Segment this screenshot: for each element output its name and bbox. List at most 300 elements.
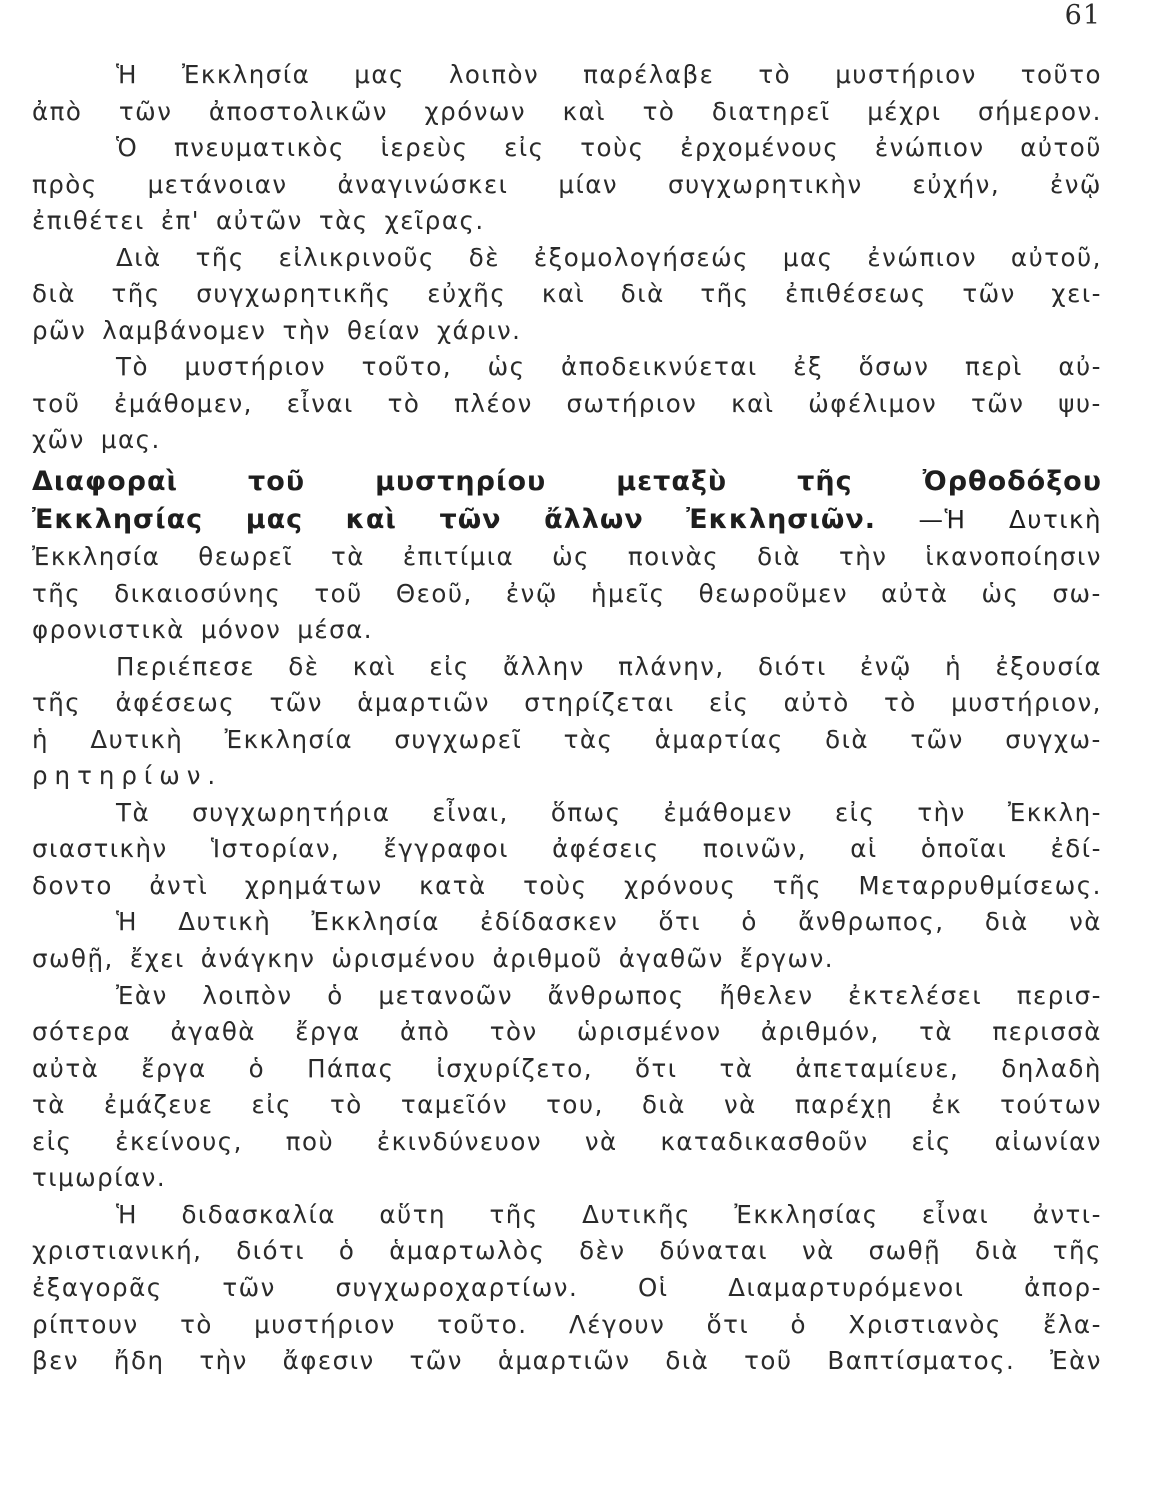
word: μυστήριον — [184, 352, 327, 382]
word: εἶναι — [286, 388, 354, 418]
text-line — [32, 978, 1102, 1015]
word: καὶ — [352, 651, 397, 681]
word: ἀντὶ — [149, 870, 209, 900]
word: Ἐὰν — [116, 980, 168, 1010]
word: τῶν — [222, 1272, 276, 1302]
text-line — [32, 349, 1102, 386]
word: Δυτικὴ — [178, 907, 272, 937]
word: τὰς — [318, 206, 369, 236]
word: ἐξομολογήσεώς — [533, 242, 750, 272]
word: ἐπιθέτει — [32, 206, 145, 236]
word: πνευματικὸς — [173, 133, 345, 163]
word: ἡ — [945, 651, 963, 681]
word: καὶ — [345, 504, 397, 536]
word: ἀφέσεως — [115, 688, 236, 718]
text-line — [32, 167, 1102, 204]
text-line — [32, 240, 1102, 277]
word: μεταξὺ — [616, 466, 728, 498]
word: ἱκανοποίησιν — [925, 542, 1102, 572]
word: ἐξ — [793, 352, 824, 382]
word: τῆς — [797, 466, 853, 498]
word: εἶναι — [922, 1199, 990, 1229]
word: Ἐκκλησία — [311, 907, 440, 937]
word: δύναται — [659, 1236, 769, 1266]
word: δοντο — [32, 870, 113, 900]
word: αὐτὰ — [881, 578, 949, 608]
text-line — [32, 868, 1102, 905]
word: ἐνῷ — [859, 651, 912, 681]
word: ὁ — [790, 1309, 808, 1339]
word: ὁποῖαι — [920, 834, 1008, 864]
word: ὁ — [327, 980, 344, 1010]
word: τὰς — [563, 724, 614, 754]
word: συγχωρητικῆς — [196, 279, 392, 309]
word: μας — [245, 504, 304, 536]
word: διὰ — [975, 1236, 1019, 1266]
word: περὶ — [964, 352, 1023, 382]
word: τοῦ — [32, 388, 81, 418]
word: τῶν — [910, 724, 964, 754]
word: Ἡ — [116, 1199, 138, 1229]
text-line — [32, 941, 1102, 978]
word: σωτήριον — [566, 388, 698, 418]
word: ποὺ — [285, 1126, 335, 1156]
word: Ἡ — [116, 907, 138, 937]
word: χριστιανική, — [32, 1236, 203, 1266]
word: Περιέπεσε — [116, 651, 256, 681]
word: ἔργων. — [739, 944, 835, 974]
text-line — [32, 904, 1102, 941]
word: εἶναι, — [432, 797, 509, 827]
word: τῆς — [195, 242, 245, 272]
word: τὰ — [719, 1053, 754, 1083]
word: λαμβάνομεν — [102, 315, 267, 345]
word: πλάνην, — [618, 651, 725, 681]
word: ἡ — [32, 724, 50, 754]
word: Τὰ — [116, 797, 151, 827]
word: δηλαδὴ — [1001, 1053, 1102, 1083]
word: καὶ — [562, 96, 607, 126]
word: ἐμάζευε — [103, 1090, 214, 1120]
word: ἀπὸ — [32, 96, 83, 126]
word: τῶν — [971, 388, 1025, 418]
word: τοῦτο — [1020, 60, 1102, 89]
word: αὐτὰ — [32, 1053, 100, 1083]
word: ἐνώπιον — [874, 133, 985, 163]
word: θείαν — [346, 315, 421, 345]
text-line — [32, 1197, 1102, 1234]
word: ἐκείνους, — [115, 1126, 243, 1156]
word: σότερα — [32, 1017, 132, 1047]
word: αὐτοῦ, — [1010, 242, 1102, 272]
word: συγχωρητήρια — [192, 797, 391, 827]
word: ἀγαθῶν — [618, 944, 724, 974]
word: σωθῇ, — [32, 944, 114, 974]
word: διδασκαλία — [181, 1199, 336, 1229]
word: διότι — [757, 651, 827, 681]
text-line — [32, 1233, 1102, 1270]
word: δὲ — [288, 651, 320, 681]
word: ἐπιθέσεως — [785, 279, 927, 309]
word: σιαστικὴν — [32, 834, 168, 864]
word: τοῦτο. — [437, 1309, 528, 1339]
text-line — [32, 1343, 1102, 1380]
word: ἔλα- — [1043, 1309, 1102, 1339]
text-line — [32, 1307, 1102, 1344]
word: ἐκτελέσει — [848, 980, 983, 1010]
word: διὰ — [757, 542, 802, 572]
word: Πάπας — [307, 1053, 395, 1083]
word: αἰωνίαν — [994, 1126, 1102, 1156]
word: αὐ- — [1058, 352, 1102, 382]
word: Μεταρρυθμίσεως. — [858, 870, 1102, 900]
word: ρίπτουν — [32, 1309, 139, 1339]
word: Δυτικὴ — [1009, 505, 1102, 535]
word: ἱερεὺς — [380, 133, 469, 163]
word: ἔγγραφοι — [383, 834, 509, 864]
word: ἁμαρτωλὸς — [389, 1236, 546, 1266]
page-number: 61 — [1064, 0, 1101, 31]
word: ὡρισμένου — [331, 944, 477, 974]
text-line — [32, 1124, 1102, 1161]
word: πλέον — [454, 388, 533, 418]
word: Δυτικὴ — [90, 724, 184, 754]
word: φρονιστικὰ — [32, 615, 185, 645]
word: εἰς — [708, 688, 750, 718]
word: τοὺς — [523, 870, 588, 900]
word: ἀποστολικῶν — [208, 96, 388, 126]
word: Ἐκκλησιῶν. — [686, 504, 876, 536]
word: λοιπὸν — [202, 980, 293, 1010]
word: ὅσων — [858, 352, 930, 382]
word: χάριν. — [436, 315, 522, 345]
word: ἀντι- — [1032, 1199, 1102, 1229]
word: δικαιοσύνης — [114, 578, 282, 608]
word: διότι — [236, 1236, 306, 1266]
word: ἁμαρτίας — [654, 724, 784, 754]
word: νὰ — [584, 1126, 618, 1156]
word: ὅτι — [706, 1309, 750, 1339]
word: ἔχει — [129, 944, 185, 974]
text-line — [32, 1014, 1102, 1051]
word: τῆς — [489, 1199, 539, 1229]
word: ἤθελεν — [719, 980, 814, 1010]
text-line — [32, 386, 1102, 423]
word: τὴν — [199, 1346, 248, 1376]
word: Ἐκκλησία — [32, 542, 161, 572]
word: Χριστιανὸς — [848, 1309, 1002, 1339]
word: Βαπτίσματος. — [827, 1346, 1016, 1376]
word: χρόνων — [424, 96, 527, 126]
text-line — [32, 57, 1102, 94]
word: ὡρισμένον — [576, 1017, 722, 1047]
word: ὡς — [981, 578, 1020, 608]
text-line — [32, 1087, 1102, 1124]
word: τὴν — [282, 315, 331, 345]
word: τῆς — [32, 688, 82, 718]
word: εἰλικρινοῦς — [278, 242, 435, 272]
text-line — [32, 203, 1102, 240]
word: ὅτι — [658, 907, 702, 937]
word: ἀφέσεις — [552, 834, 660, 864]
word: θεωρεῖ — [198, 542, 294, 572]
word: χρόνους — [623, 870, 737, 900]
word: σω- — [1052, 578, 1102, 608]
word: τοῦ — [314, 578, 363, 608]
word: παρέλαβε — [583, 60, 715, 89]
text-line — [32, 685, 1102, 722]
text-line — [32, 576, 1102, 613]
word: σήμερον. — [978, 96, 1102, 126]
word: εὐχήν, — [912, 169, 1001, 199]
word: αὐτοῦ — [1020, 133, 1102, 163]
word: ἀγαθὰ — [170, 1017, 256, 1047]
word: δὲν — [579, 1236, 626, 1266]
word: ἐρχομένους — [680, 133, 840, 163]
word: Ἐκκλη- — [1007, 797, 1102, 827]
word: συγχωρεῖ — [394, 724, 523, 754]
word: Ἱστορίαν, — [210, 834, 341, 864]
word: μυστήριον — [254, 1309, 396, 1339]
word: Οἱ — [637, 1272, 669, 1302]
word: Ἐὰν — [1050, 1346, 1102, 1376]
word: τὰ — [32, 1090, 66, 1120]
word: ἁμαρτιῶν — [497, 1346, 631, 1376]
text-line — [32, 795, 1102, 832]
word: του, — [546, 1090, 604, 1120]
word: ἀποδεικνύεται — [561, 352, 758, 382]
text-line — [32, 276, 1102, 313]
word: ἐπ' — [160, 206, 201, 236]
word: μετάνοιαν — [147, 169, 288, 199]
word: αὕτη — [379, 1199, 446, 1229]
word: τοῦ — [248, 466, 306, 498]
body-text — [32, 57, 1102, 1380]
word: Ὀρθοδόξου — [922, 466, 1102, 498]
word: ἁμαρτιῶν — [357, 688, 490, 718]
word: τὸ — [330, 1090, 363, 1120]
word: μετανοῶν — [378, 980, 514, 1010]
word: τὸ — [642, 96, 676, 126]
word: ὁ — [741, 907, 758, 937]
word: ποινῶν, — [702, 834, 808, 864]
word: Ὁ — [116, 133, 139, 163]
word: μας — [354, 60, 405, 89]
word: μόνον — [200, 615, 282, 645]
word: μυστηρίου — [375, 466, 547, 498]
word: μυστήριον — [835, 60, 977, 89]
word: τῆς — [772, 870, 823, 900]
word: διὰ — [825, 724, 870, 754]
word: δὲ — [468, 242, 501, 272]
word: νὰ — [801, 1236, 835, 1266]
word: τοῦ — [744, 1346, 793, 1376]
word: εἰς — [834, 797, 876, 827]
word: τῶν — [962, 279, 1016, 309]
word: τοῦτο, — [361, 352, 453, 382]
word: Τὸ — [116, 352, 149, 382]
word: παρέχῃ — [794, 1090, 894, 1120]
word: διὰ — [620, 279, 665, 309]
word: περισσὰ — [992, 1017, 1102, 1047]
word: Διαμαρτυρόμενοι — [728, 1272, 965, 1302]
word: Διὰ — [116, 242, 162, 272]
word: μας — [782, 242, 834, 272]
word: ὁ — [338, 1236, 356, 1266]
word: ὅπως — [550, 797, 622, 827]
word: ὅτι — [634, 1053, 678, 1083]
word: χεῖρας. — [384, 206, 485, 236]
word: ἐνώπιον — [867, 242, 978, 272]
word: εἰς — [429, 651, 470, 681]
text-line — [32, 539, 1102, 576]
word: περισ- — [1016, 980, 1102, 1010]
word: κατὰ — [419, 870, 487, 900]
word: ἀναγινώσκει — [337, 169, 509, 199]
text-line — [32, 758, 1102, 795]
word: τιμωρίαν. — [32, 1163, 167, 1193]
word: μέχρι — [867, 96, 942, 126]
text-line — [32, 313, 1102, 350]
word: λοιπὸν — [448, 60, 540, 89]
word: θεωροῦμεν — [698, 578, 849, 608]
word: ἀνάγκην — [200, 944, 316, 974]
word: μίαν — [558, 169, 619, 199]
word: τῶν — [269, 688, 323, 718]
text-line — [32, 501, 1102, 539]
word: νὰ — [1069, 907, 1102, 937]
word: ἐδί- — [1050, 834, 1102, 864]
word: τὰ — [330, 542, 365, 572]
word: ἐνῷ — [505, 578, 558, 608]
word: ἀριθμόν, — [760, 1017, 880, 1047]
word: νὰ — [723, 1090, 757, 1120]
word: ἄλλων — [544, 504, 644, 536]
word: εἰς — [504, 133, 545, 163]
word: ψυ- — [1058, 388, 1102, 418]
word: διατηρεῖ — [711, 96, 831, 126]
word: χῶν — [32, 425, 85, 455]
word: εὐχῆς — [427, 279, 507, 309]
word: ἐδίδασκεν — [480, 907, 619, 937]
text-line — [32, 1051, 1102, 1088]
word: εἰς — [32, 1126, 73, 1156]
word: τῶν — [439, 504, 502, 536]
word: πρὸς — [32, 169, 98, 199]
word: ἄνθρωπος, — [798, 907, 945, 937]
word: τῆς — [700, 279, 750, 309]
text-line — [32, 722, 1102, 759]
word: καὶ — [541, 279, 586, 309]
word: ἐμάθομεν — [663, 797, 793, 827]
word: Ἐκκλησία — [181, 60, 311, 89]
word: ἐξουσία — [995, 651, 1102, 681]
word: ὡς — [552, 542, 590, 572]
text-line — [32, 1270, 1102, 1307]
word: μέσα. — [297, 615, 374, 645]
word: Διαφοραὶ — [32, 466, 179, 498]
word: καὶ — [731, 388, 775, 418]
word: ἐκ — [931, 1090, 963, 1120]
word: ὡς — [487, 352, 526, 382]
word: διὰ — [665, 1346, 710, 1376]
word: ἄλλην — [503, 651, 585, 681]
word: ἔργα — [295, 1017, 361, 1047]
word: χρημάτων — [244, 870, 383, 900]
word: τῶν — [118, 96, 173, 126]
text-line — [32, 94, 1102, 131]
word: αἱ — [850, 834, 878, 864]
word: ἔργα — [141, 1053, 207, 1083]
word: Λέγουν — [568, 1309, 666, 1339]
word: ὠφέλιμον — [808, 388, 938, 418]
word: ὁ — [248, 1053, 266, 1083]
word: μας. — [100, 425, 161, 455]
word: διὰ — [641, 1090, 686, 1120]
word: τὸ — [180, 1309, 213, 1339]
word: εἰς — [911, 1126, 952, 1156]
word: Ἡ — [116, 60, 138, 89]
word: ἐξαγορᾶς — [32, 1272, 163, 1302]
word: Ἐκκλησίας — [734, 1199, 879, 1229]
word: ἤδη — [113, 1346, 165, 1376]
word: ἄνθρωπος — [547, 980, 685, 1010]
word: ἀριθμοῦ — [492, 944, 603, 974]
word: τὰ — [919, 1017, 954, 1047]
word: συγχω- — [1005, 724, 1102, 754]
word: τοὺς — [580, 133, 645, 163]
word: ἀπεταμίευε, — [795, 1053, 960, 1083]
word: ἡμεῖς — [590, 578, 666, 608]
word: διὰ — [984, 907, 1029, 937]
word: καταδικασθοῦν — [660, 1126, 869, 1156]
word: μυστήριον, — [951, 688, 1102, 718]
word: ἐμάθομεν, — [114, 388, 253, 418]
word: Ἐκκλησία — [224, 724, 353, 754]
text-line — [32, 1160, 1102, 1197]
word: —Ἡ — [918, 505, 967, 535]
word: ταμεῖόν — [400, 1090, 509, 1120]
word: ἰσχυρίζετο, — [436, 1053, 594, 1083]
word: ἀπορ- — [1024, 1272, 1102, 1302]
word: Θεοῦ, — [395, 578, 473, 608]
text-line — [32, 130, 1102, 167]
word: τῆς — [111, 279, 161, 309]
word: Ἐκκλησίας — [32, 504, 204, 536]
word: ποινὰς — [627, 542, 720, 572]
text-line — [32, 422, 1102, 459]
word: ἐπιτίμια — [402, 542, 515, 572]
text-line — [32, 649, 1102, 686]
word: τὴν — [838, 542, 888, 572]
word: τῶν — [409, 1346, 463, 1376]
word: ἀπὸ — [400, 1017, 451, 1047]
word: τῆς — [1052, 1236, 1102, 1266]
word: συγχωρητικὴν — [667, 169, 863, 199]
word: τὸ — [758, 60, 792, 89]
word: τούτων — [1000, 1090, 1102, 1120]
word: συγχωροχαρτίων. — [335, 1272, 579, 1302]
text-line — [32, 463, 1102, 501]
word: εἰς — [251, 1090, 292, 1120]
text-line — [32, 831, 1102, 868]
word: ἐκινδύνευον — [376, 1126, 543, 1156]
word: χει- — [1051, 279, 1102, 309]
word: τὸν — [489, 1017, 538, 1047]
text-line — [32, 612, 1102, 649]
word: τὸ — [387, 388, 421, 418]
word: διὰ — [32, 279, 76, 309]
